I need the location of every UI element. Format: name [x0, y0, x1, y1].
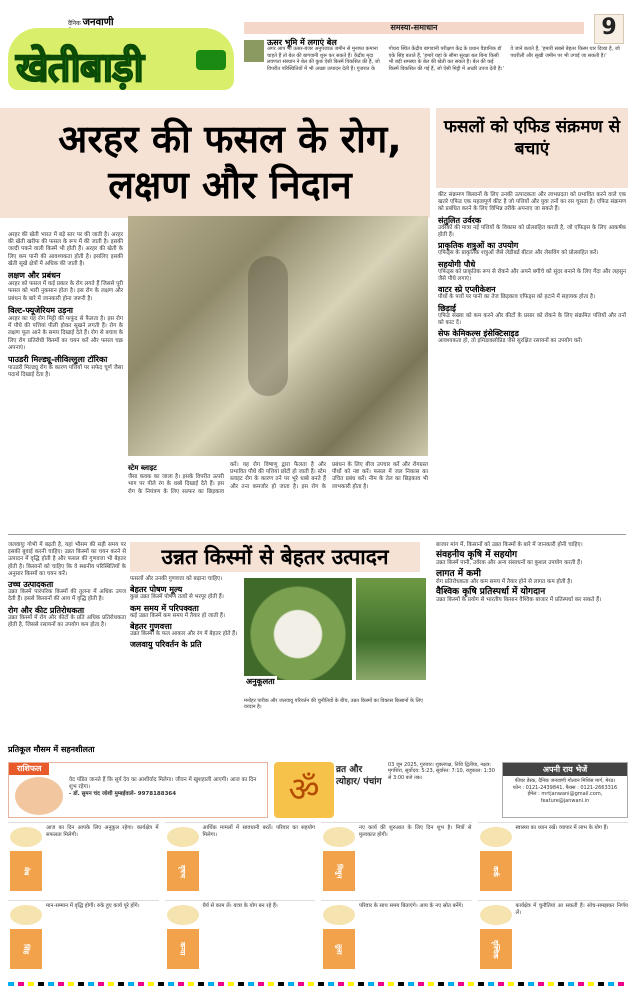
astrologer-avatar — [15, 777, 63, 815]
varieties-col-2 — [130, 576, 240, 650]
varieties-heading-1: उच्च उत्पादकता — [8, 580, 54, 590]
rashifal-intro — [69, 777, 265, 798]
tractor-icon — [196, 50, 226, 70]
varieties-text-1: उन्नत किस्में पारंपरिक किस्मों की तुलना में अधिक उपज देती हैं। इससे किसानों की आय में वृद्धि होती है। — [8, 589, 126, 603]
masthead — [8, 8, 238, 100]
sign-text: आज का दिन आपके लिए अनुकूल रहेगा। कार्यक्षेत्र में सफलता मिलेगी। — [46, 825, 159, 838]
sign-text: धैर्य से काम लें। यात्रा के योग बन रहे हैं। — [202, 903, 278, 909]
zodiac-sign — [478, 900, 629, 976]
sign-text: स्वास्थ्य का ध्यान रखें। व्यापार में लाभ के योग हैं। — [515, 825, 609, 831]
aphid-para-1: उर्वरकों की मात्रा नई पत्तियों के विकास को प्रोत्साहित करती है, जो एफिड्स के लिए आकर्षक होती हैं। — [438, 224, 626, 239]
aphid-headline: फसलों को एफिड संक्रमण से बचाएं — [436, 108, 628, 188]
om-symbol: ॐ — [274, 762, 334, 818]
feedback-title: अपनी राय भेजें — [503, 763, 627, 776]
libra-icon — [323, 905, 355, 925]
aries-icon — [10, 827, 42, 847]
left-heading-1: लक्षण और प्रबंधन — [8, 271, 61, 281]
c2-heading-3: जलवायु परिवर्तन के प्रति — [130, 640, 202, 650]
brand-prefix: दैनिक — [68, 20, 81, 27]
stem-blight-heading: स्टेम ब्लाइट — [128, 464, 157, 472]
main-headline: अरहर की फसल के रोग, लक्षण और निदान — [58, 117, 402, 207]
sign-name: वृषभ — [167, 851, 199, 891]
zodiac-grid — [8, 822, 628, 976]
left-para-2: अरहर का यह रोग मिट्टी की फफूंद से फैलता है। इस रोग में पौधे की पत्तियां पीली होकर सूखने लगती हैं। रोग के लक्षण फूल आने के समय दिखाई देते हैं। रोग से बचाव के लिए रोग प्रतिरोधी किस्मों का चयन करें और फसल चक्र अपनाएं। — [8, 316, 123, 351]
aphid-para-5: एफिड संख्या को कम करने और कीटों के प्रसार को रोकने के लिए संक्रमित पत्तियों और तनों को काट दें। — [438, 312, 626, 327]
left-heading-2: विल्ट-फ्यूजेरियम उड़ना — [8, 305, 73, 315]
aphid-heading-4: वाटर स्प्रे एप्लीकेशन — [438, 285, 496, 295]
aphid-body — [436, 188, 628, 352]
aphid-para-0: कीट संक्रमण किसानों के लिए उनकी उत्पादकता और लाभप्रदता को प्रभावित करने वाले एक खतरे एफिड एक महत्वपूर्ण कीट है जो पत्तियों और युवा तनों का रस चूसता है। एफिड संक्रमण को प्रबंधित करने के लिए विभिन्न तरीके अपनाए जा सकते हैं। — [438, 192, 626, 213]
aphid-story — [436, 108, 628, 538]
main-story-left-column — [8, 232, 123, 383]
zodiac-sign — [478, 822, 629, 898]
divider — [8, 534, 626, 535]
sign-text: आर्थिक मामलों में सावधानी बरतें। परिवार का सहयोग मिलेगा। — [202, 825, 315, 838]
varieties-col-4 — [436, 542, 626, 604]
section-label: समस्या-समाधान — [244, 22, 584, 34]
varieties-headline: उन्नत किस्मों से बेहतर उत्पादन — [130, 542, 420, 572]
varieties-c2-intro: फसलों और उनकी गुणवत्ता को बढ़ाना चाहिए। — [130, 576, 223, 582]
top-story-image — [244, 40, 264, 62]
logo-text: खेतीबाड़ी — [16, 45, 143, 91]
sign-name: कर्क — [480, 851, 512, 891]
rashifal-banner — [8, 762, 268, 818]
aphid-heading-2: प्राकृतिक शत्रुओं का उपयोग — [438, 241, 519, 251]
c4-heading-1: संवहनीय कृषि में सहयोग — [436, 550, 518, 561]
feedback-email: ईमेल : mrtjanwani@gmail.com, feature@janwani.in — [527, 791, 603, 804]
sign-name: मेष — [10, 851, 42, 891]
c2-heading-2: बेहतर गुणवत्ता — [130, 622, 172, 632]
top-story-title: ऊसर भूमि में लगाएं बेल — [267, 38, 337, 47]
gemini-icon — [323, 827, 355, 847]
print-registration-marks — [8, 982, 626, 986]
sign-name: तुला — [323, 929, 355, 969]
field-photo — [356, 578, 426, 680]
taurus-icon — [167, 827, 199, 847]
feedback-body — [503, 776, 627, 806]
rashifal-title: राशिफल — [9, 763, 49, 775]
c4-heading-2: लागत में कमी — [436, 568, 481, 579]
photo-caption-title: अनुकूलता — [246, 677, 275, 686]
panchang-text: 03 जून 2025, गुरुवार। शुक्लपक्ष, तिथि द्वितीया, नक्षत्र: मृगशिरा, सूर्योदय: 5:23, सूर्यास्त: 7:10, राहुकाल: 1:30 से 3:00 बजे तक। — [388, 762, 495, 781]
feedback-address: फीचर डेस्क, दैनिक जनवाणी गोल्डन मिशिस मार्ग, मेरठ। — [514, 778, 616, 784]
c2-heading-1: कम समय में परिपक्वता — [130, 603, 199, 613]
sign-name: कन्या — [167, 929, 199, 969]
aphid-para-6: आवश्यकता हो, तो इमिडाक्लोप्रिड जैसे सुरक्षित रसायनों का उपयोग करें। — [438, 338, 583, 345]
left-para-1: अरहर को फसल में कई प्रकार के रोग लगते हैं जिससे पूरी फसल को भारी नुकसान होता है। इस रोग के लक्षण और प्रबंधन के बारे में जानकारी होना जरूरी है। — [8, 281, 123, 302]
left-heading-3: पाउडरी मिल्ड्यू-लीविल्लुला टॉरिका — [8, 355, 108, 365]
c2-heading-0: बेहतर पोषण मूल्य — [130, 585, 183, 595]
left-para-3: पाउडरी मिल्ड्यू रोग के कारण पत्तियों पर सफेद चूर्ण जैसा पदार्थ दिखाई देता है। — [8, 365, 123, 379]
varieties-text-2: उन्नत किस्मों में रोग और कीटों के प्रति अधिक प्रतिरोधकता होती है, जिससे रसायनों का उपयोग कम होता है। — [8, 614, 126, 629]
c4-text-1: उन्नत किस्में पानी, उर्वरक और अन्य संसाधनों का कुशल उपयोग करती हैं। — [436, 560, 583, 567]
c4-text-0: बाजार मांग में, किसानों को उन्नत किस्मों के बारे में जानकारी होनी चाहिए। — [436, 542, 583, 548]
aphid-heading-5: छिड़ाई — [438, 303, 456, 313]
sign-text: परिवार के साथ समय बिताएंगे। आय के नए स्रोत बनेंगे। — [359, 903, 464, 909]
c2-text-1: कई उन्नत किस्में कम समय में तैयार हो जाती हैं। — [130, 612, 226, 619]
zodiac-sign — [321, 822, 472, 898]
zodiac-sign — [8, 900, 159, 976]
aphid-heading-6: सेफ केमिकल्स इंसेक्टिसाइड — [438, 329, 519, 339]
top-story-body: अगर आप भी ऊसर-बंजर अनुपजाऊ जमीन से मुनाफा कमाना चाहते हैं तो बेल की बागवानी शुरू कर सकते हैं। केंद्रीय मृदा लवणता संस्थान ने बेल की कुछ ऐसी किस्में विकसित की हैं, जो विपरीत परिस्थितियों में भी अच्छा उत्पादन देती हैं। गुजरात के गोधरा स्थित केंद्रीय बागवानी परीक्षण केंद्र के प्रधान वैज्ञानिक डॉ एके सिंह बताते हैं, 'हमारे यहां के सीमा सुरक्षा बल बिना किसी भी बड़ी समस्या के बेल की खेती कर सकते हैं। बेल की कई किस्में विकसित की गई हैं, जो ऐसी मिट्टी में अच्छी उपज देती हैं।' वे जाने बताते हैं, 'हमारी सबसे बेहतर किस्म थार दिव्या है, जो पथरीली और सूखी जमीन पर भी उगाई जा सकती है।' — [267, 46, 620, 72]
sign-text: नए कार्य की शुरुआत के लिए दिन शुभ है। मित्रों से मुलाकात होगी। — [359, 825, 472, 838]
rashifal-section — [0, 760, 634, 988]
left-para-0: अरहर की खेती भारत में बड़े स्तर पर की जाती है। अरहर की खेती खरीफ की फसल के रूप में की जाती है। इसकी जल्दी पकने वाली किस्में भी होती हैं। अरहर की खेती के लिए कम पानी की आवश्यकता होती है। इसलिए इसकी खेती सूखे क्षेत्रों में अधिक की जाती है। — [8, 232, 123, 267]
zodiac-sign — [321, 900, 472, 976]
zodiac-sign — [165, 900, 316, 976]
leo-icon — [10, 905, 42, 925]
zodiac-sign — [165, 822, 316, 898]
sign-name: सिंह — [10, 929, 42, 969]
section-logo — [8, 28, 234, 90]
hero-banner — [0, 108, 430, 218]
improved-varieties-story — [0, 538, 634, 752]
varieties-tag: प्रतिकूल मौसम में सहनशीलता — [8, 745, 95, 754]
rashifal-intro-text: वेद पंडित जानते हैं कि सूर्य देव का आशीर्वाद मिलेगा। जीवन में खुशहाली आएगी। आज का दिन शुभ रहेगा। — [69, 777, 257, 790]
aphid-heading-3: सहयोगी पौधे — [438, 259, 476, 269]
sign-name: मिथुन — [323, 851, 355, 891]
c4-text-3: उन्नत किस्मों के प्रयोग से भारतीय किसान वैश्विक बाजार में प्रतिस्पर्धा कर सकते हैं। — [436, 597, 602, 604]
sign-text: कार्यक्षेत्र में चुनौतियां आ सकती हैं। सोच-समझकर निर्णय लें। — [515, 903, 628, 916]
pigeon-pea-photo — [128, 216, 428, 456]
sign-text: मान-सम्मान में वृद्धि होगी। रुके हुए कार्य पूरे होंगे। — [46, 903, 140, 909]
c4-text-2: रोग प्रतिरोधकता और कम समय में तैयार होने से लागत कम होती है। — [436, 578, 573, 585]
brand-name: जनवाणी — [82, 17, 114, 28]
feedback-phone: फोन : 0121-2439841, फैक्स : 0121-2663316 — [512, 784, 618, 791]
aphid-heading-1: संतुलित उर्वरक — [438, 215, 482, 225]
varieties-intro: जलवायुः गोभी में बढ़ती है, यहां भौसम की सही समय पर इसकी बुवाई करनी चाहिए। उन्नत किस्मों का चयन करने से उत्पादन में वृद्धि होती है और फसल की गुणवत्ता भी बेहतर होती है। किसानों को चाहिए कि वे स्थानीय परिस्थितियों के अनुसार किस्मों का चयन करें। — [8, 542, 126, 577]
aphid-para-4: पौधों के पत्तों पर पानी का तेज छिड़काव एफिड्स को हटाने में सहायक होता है। — [438, 294, 596, 301]
page-number: 9 — [594, 14, 624, 44]
c4-heading-3: वैश्विक कृषि प्रतिस्पर्धा में योगदान — [436, 587, 546, 598]
feedback-box — [502, 762, 628, 818]
c2-text-2: उन्नत किस्मों के फल आकार और रंग में बेहतर होते हैं। — [130, 631, 238, 638]
varieties-col-1 — [8, 542, 126, 629]
scorpio-icon — [480, 905, 512, 925]
virgo-icon — [167, 905, 199, 925]
aphid-para-2: एफिड्स के प्राकृतिक शत्रुओं जैसे लेडीबर्ड बीटल और लेसविंग को प्रोत्साहित करें। — [438, 250, 599, 257]
aphid-para-3: एफिड्स को प्राकृतिक रूप से रोकने और अपने बगीचे को सुंदर बनाने के लिए गेंदा और लहसुन जैसे पौधे लगाएं। — [438, 268, 626, 283]
main-story-text: जैसा कवक का जाला है। इसके विपरीत ऊपरी भाग पर पीले रंग के धब्बे दिखाई देते हैं। इस रोग के नियंत्रण के लिए सल्फर का छिड़काव करें। यह रोग विषाणु द्वारा फैलता है और प्रभावित पौधे की पत्तियां छोटी हो जाती हैं। स्टेम ब्लाइट रोग के कारण तने पर भूरे धब्बे बनते हैं और तना कमजोर हो जाता है। इस रोग के प्रबंधन के लिए बीज उपचार करें और रोगग्रस्त पौधों को नष्ट करें। फसल में जल निकास का उचित प्रबंध करें। नीम के तेल का छिड़काव भी लाभकारी होता है। — [128, 462, 428, 495]
c2-text-0: कुछ उन्नत किस्में पोषण तत्वों से भरपूर होती हैं। — [130, 594, 224, 601]
zodiac-sign — [8, 822, 159, 898]
sign-name: वृश्चिक — [480, 929, 512, 969]
cauliflower-photo — [244, 578, 352, 680]
vrat-title: व्रत और त्योहार/ पंचांग — [336, 765, 382, 787]
cancer-icon — [480, 827, 512, 847]
rashifal-author: - डॉ. सुमन चंद जोशी मुम्बईवाले- 9978188364 — [69, 791, 177, 797]
varieties-heading-2: रोग और कीट प्रतिरोधकता — [8, 605, 85, 615]
photo-caption: मनोहर पारीक और जलवायु परिवर्तन की चुनौतियों के बीच, उन्नत किस्मों का विकास किसानों के लिए वरदान है। — [244, 698, 423, 711]
top-story — [244, 40, 626, 105]
main-story-body — [128, 462, 428, 496]
